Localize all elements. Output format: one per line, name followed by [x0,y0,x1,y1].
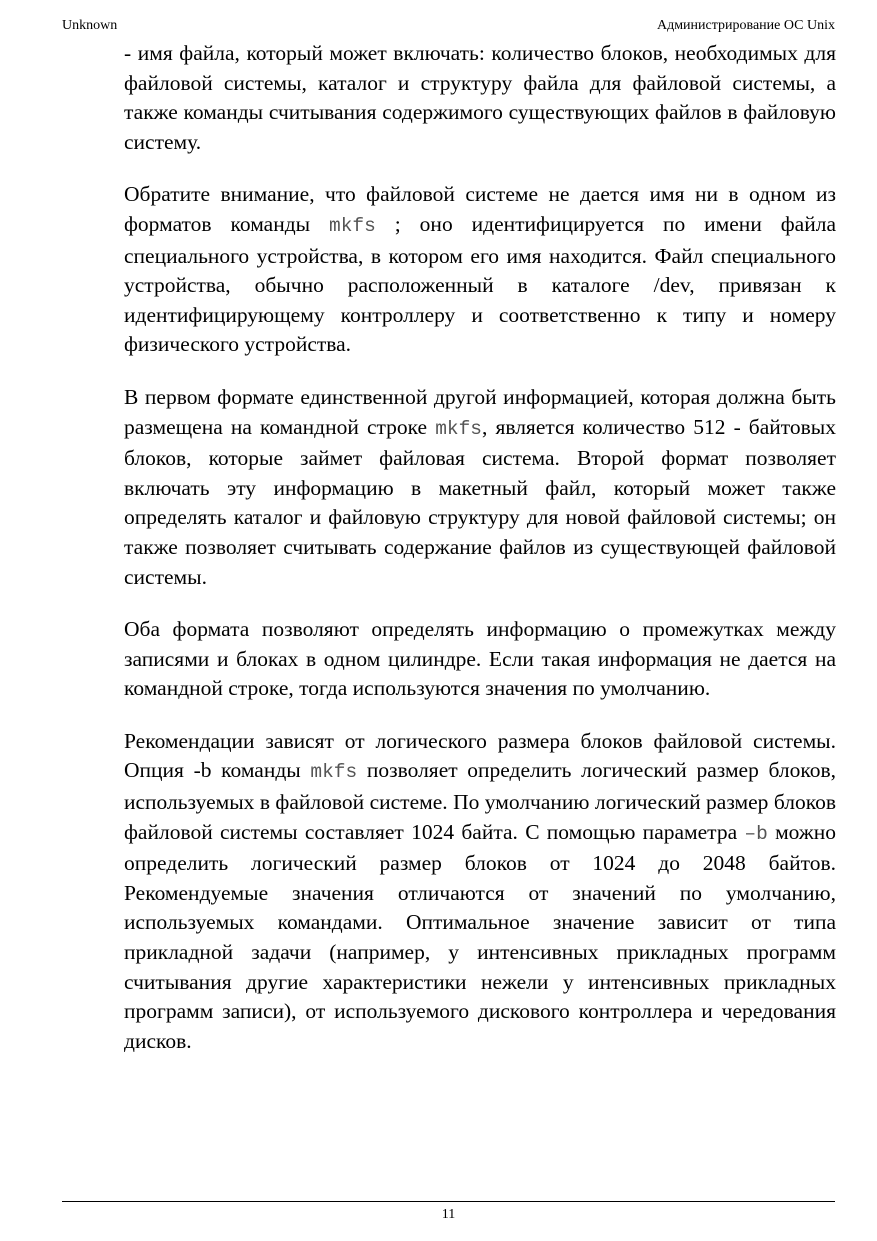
paragraph-3 [124,383,836,592]
page-header [62,16,835,36]
footer-divider [62,1201,835,1202]
paragraph-3-text-a: В первом формате единственной другой информацией, которая должна быть размещена на командной строке [124,384,836,439]
paragraph-5-text-a: Рекомендации зависят от логического размера блоков файловой системы. Опция -b команды [124,728,836,783]
paragraph-5 [124,727,836,1057]
code-mkfs: mkfs [329,214,376,237]
paragraph-2-text-b: ; оно идентифицируется по имени файла специального устройства, в котором его имя находится. Файл специального устройства, обычно расположенный в каталоге /dev, привязан к идентифицирующему контроллеру и соответственно к типу и номеру физического устройства. [124,211,837,357]
header-right-text: Администрирование ОС Unix [656,18,835,33]
paragraph-5-text-b: позволяет определить логический размер блоков, используемых в файловой системе. По умолчанию логический размер блоков файловой системы составляет 1024 байта. С помощью параметра [124,758,837,844]
code-mkfs: mkfs [310,761,358,784]
paragraph-4-text: Оба формата позволяют определять информацию о промежутках между записями и блоках в одном цилиндре. Если такая информация не дается на командной строке, тогда используются значения по умолчанию. [124,617,836,701]
header-left-text: Unknown [62,18,118,33]
paragraph-1-text: - имя файла, который может включать: количество блоков, необходимых для файловой системы, каталог и структуру файла для файловой системы, а также команды считывания содержимого существующих файлов в файловую систему. [124,41,836,154]
page-number: 11 [441,1207,456,1222]
code-mkfs: mkfs [435,417,482,440]
paragraph-3-text-b: , является количество 512 - байтовых блоков, которые займет файловая система. Второй формат позволяет включать эту информацию в макетный файл, который может также определять каталог и файловую структуру для новой файловой системы; он также позволяет считывать содержание файлов из существующей файловой системы. [124,414,836,589]
paragraph-4 [124,615,836,704]
code-b-option: –b [744,822,768,845]
paragraph-2-text-a: Обратите внимание, что файловой системе не дается имя ни в одном из форматов команды [124,182,836,236]
paragraph-2 [124,180,836,360]
paragraph-1 [124,39,836,157]
document-body [124,39,836,1056]
paragraph-5-text-c: можно определить логический размер блоков от 1024 до 2048 байтов. Рекомендуемые значения отличаются от значений по умолчанию, используемых командами. Оптимальное значение зависит от типа прикладной задачи (например, у интенсивных прикладных программ считывания другие характеристики нежели у интенсивных прикладных программ записи), от используемого дискового контроллера и чередования дисков. [124,819,836,1053]
